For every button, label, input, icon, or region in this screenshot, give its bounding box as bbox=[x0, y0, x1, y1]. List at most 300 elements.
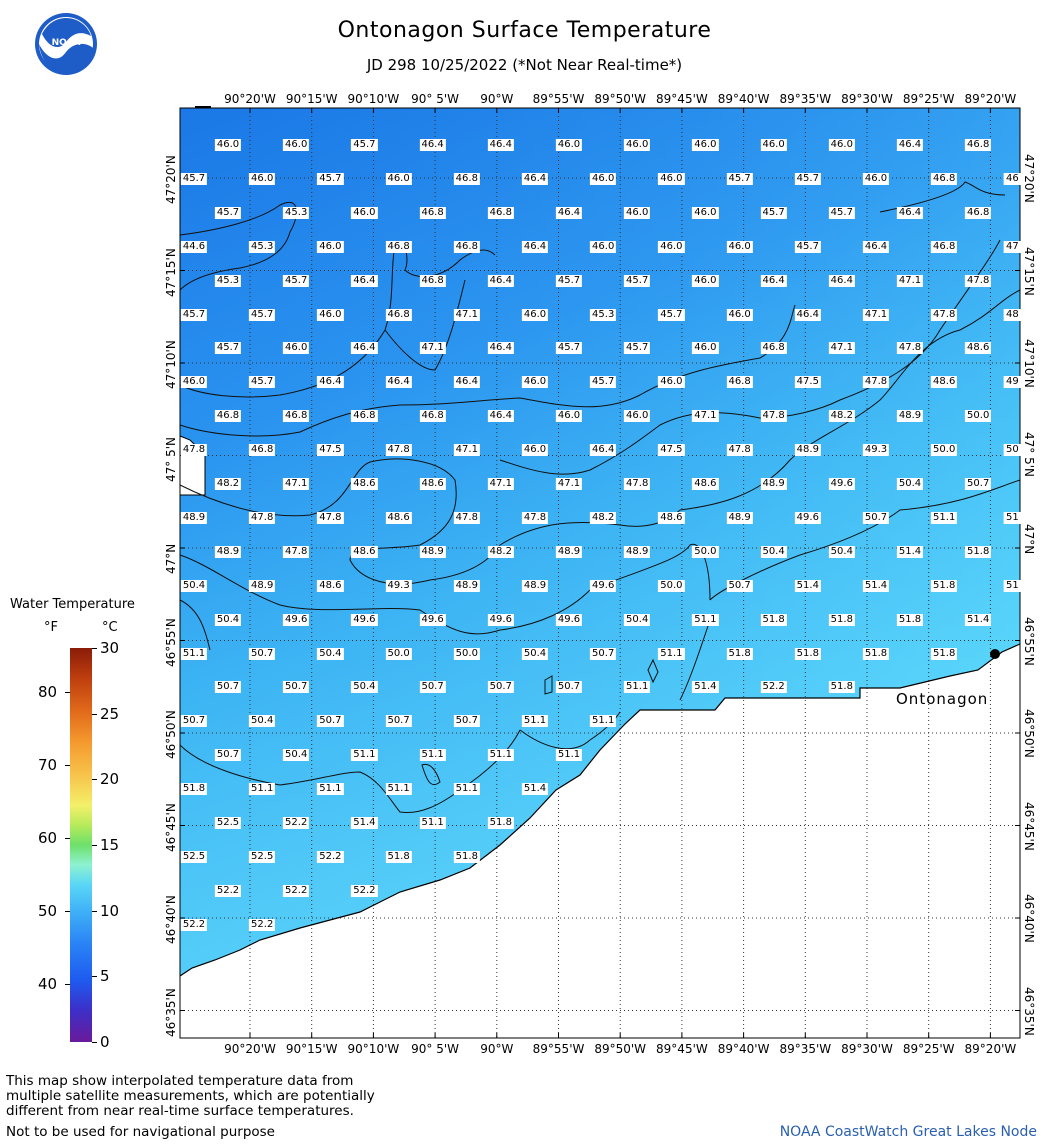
legend-celsius-tick: 0 bbox=[100, 1033, 110, 1051]
temperature-value: 46.8 bbox=[251, 444, 274, 456]
lat-label-right: 47°15'N bbox=[1022, 246, 1036, 296]
temperature-value: 51.8 bbox=[933, 579, 956, 591]
temperature-value: 48.9 bbox=[251, 579, 274, 591]
temperature-value: 46.4 bbox=[353, 342, 376, 354]
temperature-value: 52.2 bbox=[251, 918, 274, 930]
temperature-value: 48.6 bbox=[421, 478, 444, 489]
temperature-value: 45.3 bbox=[251, 240, 274, 252]
temperature-value: 50.4 bbox=[251, 715, 274, 727]
lon-label-top: 89°50'W bbox=[594, 92, 647, 106]
lat-label-right: 46°45'N bbox=[1022, 801, 1036, 851]
legend-fahrenheit-tick: 80 bbox=[38, 682, 58, 701]
temperature-value: 46.8 bbox=[762, 342, 785, 354]
temperature-value: 46.8 bbox=[933, 240, 956, 252]
temperature-value: 49 bbox=[1006, 376, 1019, 388]
temperature-value: 47.8 bbox=[455, 511, 478, 523]
temperature-value: 48.2 bbox=[489, 545, 512, 557]
lon-label-bottom: 90°10'W bbox=[347, 1042, 400, 1056]
temperature-value: 45.7 bbox=[285, 274, 308, 286]
temperature-value: 47 bbox=[1006, 240, 1019, 252]
temperature-value: 46.0 bbox=[660, 240, 683, 252]
temperature-value: 52.2 bbox=[182, 918, 206, 930]
temperature-value: 51.8 bbox=[182, 783, 206, 795]
temperature-value: 51.1 bbox=[387, 783, 410, 795]
temperature-value: 51.1 bbox=[421, 817, 444, 828]
legend-tick-mark bbox=[92, 976, 97, 977]
temperature-value: 47.1 bbox=[694, 410, 717, 422]
temperature-value: 50.7 bbox=[319, 715, 342, 727]
temperature-value: 47.8 bbox=[626, 478, 649, 489]
temperature-value: 48.9 bbox=[455, 579, 478, 591]
temperature-value: 52.2 bbox=[285, 817, 308, 828]
temperature-value: 46.0 bbox=[728, 240, 751, 252]
temperature-value: 50.0 bbox=[660, 579, 683, 591]
temperature-value: 45.7 bbox=[592, 376, 615, 388]
temperature-value: 48.2 bbox=[830, 410, 853, 422]
temperature-value: 47.1 bbox=[455, 444, 478, 456]
lon-label-bottom: 89°25'W bbox=[902, 1042, 955, 1056]
temperature-value: 48.9 bbox=[216, 545, 240, 557]
temperature-value: 52.5 bbox=[216, 817, 240, 828]
lon-label-top: 89°35'W bbox=[779, 92, 832, 106]
lat-label-left: 46°55'N bbox=[164, 617, 178, 667]
temperature-value: 46.8 bbox=[933, 172, 956, 184]
lon-label-bottom: 90° 5'W bbox=[411, 1042, 460, 1056]
temperature-value: 49.6 bbox=[285, 613, 308, 625]
temperature-value: 50.7 bbox=[967, 478, 990, 489]
legend-tick-mark bbox=[92, 779, 97, 780]
temperature-value: 51.8 bbox=[830, 681, 853, 693]
legend-celsius-tick: 30 bbox=[100, 639, 120, 657]
temperature-value: 48.9 bbox=[626, 545, 649, 557]
lon-label-top: 89°25'W bbox=[902, 92, 955, 106]
temperature-value: 46.4 bbox=[898, 139, 922, 150]
temperature-value: 46.0 bbox=[216, 139, 240, 150]
temperature-value: 51.1 bbox=[319, 783, 342, 795]
legend-fahrenheit-tick: 50 bbox=[38, 901, 58, 920]
legend-tick-mark bbox=[65, 911, 70, 912]
temperature-value: 50.4 bbox=[898, 478, 922, 489]
map-subtitle: JD 298 10/25/2022 (*Not Near Real-time*) bbox=[366, 56, 683, 74]
temperature-value: 46.8 bbox=[455, 172, 478, 184]
temperature-value: 46.0 bbox=[626, 410, 649, 422]
lon-label-top: 89°55'W bbox=[532, 92, 585, 106]
temperature-value: 50.4 bbox=[626, 613, 649, 625]
temperature-value: 47.1 bbox=[455, 308, 478, 320]
temperature-value: 48 bbox=[1006, 308, 1019, 320]
temperature-value: 45.7 bbox=[728, 172, 751, 184]
temperature-value: 51 bbox=[1006, 511, 1019, 523]
lat-label-right: 46°50'N bbox=[1022, 709, 1036, 758]
legend-tick-mark bbox=[65, 765, 70, 766]
temperature-value: 51.1 bbox=[660, 647, 683, 659]
temperature-value: 45.3 bbox=[592, 308, 615, 320]
lat-label-right: 47° 5'N bbox=[1022, 431, 1036, 477]
lat-label-left: 47° 5'N bbox=[164, 436, 178, 482]
temperature-value: 46.4 bbox=[830, 274, 853, 286]
lat-label-left: 47°15'N bbox=[164, 247, 178, 297]
temperature-value: 45.7 bbox=[557, 274, 581, 286]
lat-label-left: 46°45'N bbox=[164, 802, 178, 852]
temperature-value: 46.8 bbox=[967, 206, 990, 218]
temperature-value: 50.7 bbox=[864, 511, 888, 523]
temperature-value: 46.0 bbox=[319, 308, 342, 320]
lon-label-top: 89°40'W bbox=[717, 92, 770, 106]
temperature-value: 46.4 bbox=[319, 376, 342, 388]
temperature-value: 51.8 bbox=[387, 850, 410, 862]
temperature-value: 49.6 bbox=[353, 613, 376, 625]
temperature-value: 46.8 bbox=[353, 410, 376, 422]
lat-label-right: 46°40'N bbox=[1022, 894, 1036, 943]
temperature-value: 48.6 bbox=[353, 545, 376, 557]
temperature-value: 51 bbox=[1006, 579, 1019, 591]
temperature-value: 46.4 bbox=[898, 206, 922, 218]
temperature-value: 47.1 bbox=[489, 478, 512, 489]
temperature-value: 52.5 bbox=[251, 850, 274, 862]
temperature-value: 50.4 bbox=[216, 613, 240, 625]
temperature-value: 46.8 bbox=[421, 274, 444, 286]
temperature-value: 51.8 bbox=[864, 647, 888, 659]
lon-label-bottom: 90°20'W bbox=[224, 1042, 276, 1056]
temperature-value: 47.1 bbox=[285, 478, 308, 489]
temperature-value: 47.5 bbox=[319, 444, 342, 456]
temperature-value: 48.9 bbox=[796, 444, 819, 456]
lon-label-top: 89°20'W bbox=[964, 92, 1017, 106]
lon-label-top: 90°W bbox=[480, 92, 514, 106]
temperature-value: 46.0 bbox=[523, 444, 547, 456]
temperature-value: 46.0 bbox=[660, 172, 683, 184]
temperature-value: 47.1 bbox=[421, 342, 444, 354]
lon-label-bottom: 89°45'W bbox=[656, 1042, 708, 1056]
temperature-value: 46.4 bbox=[489, 342, 512, 354]
temperature-value: 47.1 bbox=[830, 342, 853, 354]
temperature-value: 48.2 bbox=[592, 511, 615, 523]
lat-label-left: 47°N bbox=[164, 543, 178, 574]
lon-label-bottom: 89°55'W bbox=[532, 1042, 585, 1056]
temperature-value: 47.8 bbox=[251, 511, 274, 523]
temperature-value: 45.7 bbox=[216, 342, 240, 354]
temperature-value: 52.2 bbox=[319, 850, 342, 862]
temperature-value: 49.3 bbox=[387, 579, 410, 591]
legend-tick-mark bbox=[92, 911, 97, 912]
legend-tick-mark bbox=[65, 838, 70, 839]
temperature-value: 50.4 bbox=[523, 647, 547, 659]
temperature-value: 50.7 bbox=[489, 681, 512, 693]
lon-label-bottom: 90°W bbox=[480, 1042, 514, 1056]
temperature-value: 46.8 bbox=[728, 376, 751, 388]
temperature-value: 49.6 bbox=[796, 511, 819, 523]
temperature-value: 48.6 bbox=[660, 511, 683, 523]
note-line: This map show interpolated temperature data from bbox=[6, 1073, 354, 1089]
temperature-value: 50.4 bbox=[830, 545, 853, 557]
temperature-value: 50.7 bbox=[216, 681, 240, 693]
temperature-value: 51.1 bbox=[523, 715, 547, 727]
temperature-value: 46.0 bbox=[592, 240, 615, 252]
temperature-value: 45.7 bbox=[182, 308, 206, 320]
temperature-value: 46.8 bbox=[421, 410, 444, 422]
temperature-value: 51.8 bbox=[489, 817, 512, 828]
temperature-value: 52.2 bbox=[762, 681, 785, 693]
temperature-value: 46.0 bbox=[762, 139, 785, 150]
lat-label-right: 46°35'N bbox=[1022, 986, 1036, 1036]
temperature-value: 45.7 bbox=[660, 308, 683, 320]
temperature-value: 50.7 bbox=[387, 715, 410, 727]
temperature-value: 51.4 bbox=[967, 613, 990, 625]
temperature-value: 47.8 bbox=[762, 410, 785, 422]
lon-label-top: 90°10'W bbox=[347, 92, 400, 106]
temperature-value: 51.1 bbox=[694, 613, 717, 625]
temperature-value: 46.4 bbox=[421, 139, 444, 150]
legend-fahrenheit-tick: 60 bbox=[38, 828, 58, 847]
temperature-value: 49.6 bbox=[557, 613, 581, 625]
note-line: different from near real-time surface temperatures. bbox=[6, 1103, 354, 1119]
temperature-value: 47.8 bbox=[898, 342, 922, 354]
temperature-value: 51.4 bbox=[694, 681, 717, 693]
temperature-value: 46.4 bbox=[592, 444, 615, 456]
temperature-value: 48.9 bbox=[728, 511, 751, 523]
temperature-value: 51.1 bbox=[592, 715, 615, 727]
temperature-value: 51.8 bbox=[898, 613, 922, 625]
temperature-value: 46.8 bbox=[216, 410, 240, 422]
temperature-value: 45.7 bbox=[626, 342, 649, 354]
temperature-value: 51.1 bbox=[251, 783, 274, 795]
temperature-value: 47.8 bbox=[387, 444, 410, 456]
temperature-value: 49.6 bbox=[489, 613, 512, 625]
lon-label-top: 89°45'W bbox=[656, 92, 708, 106]
temperature-value: 46.0 bbox=[694, 342, 717, 354]
temperature-value: 46.4 bbox=[489, 274, 512, 286]
temperature-value: 46.8 bbox=[387, 240, 410, 252]
temperature-value: 51.1 bbox=[353, 749, 376, 761]
temperature-value: 48.9 bbox=[182, 511, 206, 523]
temperature-value: 46.4 bbox=[762, 274, 785, 286]
temperature-value: 46.0 bbox=[728, 308, 751, 320]
temperature-value: 45.7 bbox=[557, 342, 581, 354]
temperature-value: 46.0 bbox=[592, 172, 615, 184]
temperature-value: 50.4 bbox=[285, 749, 308, 761]
lon-label-bottom: 89°40'W bbox=[717, 1042, 770, 1056]
temperature-value: 46.0 bbox=[523, 376, 547, 388]
lat-label-right: 47°20'N bbox=[1022, 154, 1036, 203]
temperature-value: 51.8 bbox=[830, 613, 853, 625]
temperature-value: 47.8 bbox=[523, 511, 547, 523]
temperature-value: 47.8 bbox=[182, 444, 206, 456]
legend-celsius-tick: 15 bbox=[100, 836, 120, 854]
temperature-value: 46.0 bbox=[353, 206, 376, 218]
lat-label-left: 47°10'N bbox=[164, 340, 178, 389]
temperature-value: 46.4 bbox=[796, 308, 819, 320]
temperature-value: 51.1 bbox=[455, 783, 478, 795]
lat-label-left: 46°35'N bbox=[164, 987, 178, 1037]
legend-celsius-tick: 5 bbox=[100, 967, 110, 986]
temperature-value: 47.1 bbox=[898, 274, 922, 286]
temperature-value: 51.8 bbox=[762, 613, 785, 625]
lon-label-bottom: 90°15'W bbox=[285, 1042, 338, 1056]
temperature-value: 45.7 bbox=[626, 274, 649, 286]
temperature-value: 49.6 bbox=[592, 579, 615, 591]
temperature-value: 51.8 bbox=[796, 647, 819, 659]
navigation-warning: Not to be used for navigational purpose bbox=[6, 1124, 275, 1140]
temperature-value: 52.2 bbox=[353, 884, 376, 896]
legend-tick-mark bbox=[65, 692, 70, 693]
temperature-value: 51.4 bbox=[898, 545, 922, 557]
temperature-value: 46.0 bbox=[694, 206, 717, 218]
temperature-value: 45.7 bbox=[251, 376, 274, 388]
temperature-value: 46.0 bbox=[285, 139, 308, 150]
temperature-value: 50.7 bbox=[592, 647, 615, 659]
temperature-value: 46.0 bbox=[864, 172, 888, 184]
place-label-ontonagon: Ontonagon bbox=[896, 690, 989, 708]
note-line: multiple satellite measurements, which are potentially bbox=[6, 1088, 375, 1104]
temperature-value: 50.0 bbox=[694, 545, 717, 557]
temperature-value: 46.4 bbox=[523, 172, 547, 184]
legend-celsius-unit: °C bbox=[102, 620, 118, 635]
temperature-value: 51.4 bbox=[864, 579, 888, 591]
legend-celsius-tick: 25 bbox=[100, 704, 120, 723]
temperature-value: 46.0 bbox=[523, 308, 547, 320]
temperature-value: 48.6 bbox=[387, 511, 410, 523]
temperature-value: 45.7 bbox=[353, 139, 376, 150]
temperature-value: 46.0 bbox=[660, 376, 683, 388]
lat-label-right: 47°N bbox=[1022, 524, 1036, 555]
temperature-value: 47.5 bbox=[660, 444, 683, 456]
temperature-value: 46.4 bbox=[489, 139, 512, 150]
temperature-value: 46.0 bbox=[626, 206, 649, 218]
temperature-value: 50.7 bbox=[182, 715, 206, 727]
temperature-value: 50.0 bbox=[455, 647, 478, 659]
legend-fahrenheit-tick: 40 bbox=[38, 974, 58, 993]
temperature-value: 50.0 bbox=[967, 410, 990, 422]
temperature-value: 44.6 bbox=[182, 240, 206, 252]
temperature-value: 46.8 bbox=[967, 139, 990, 150]
temperature-value: 46.8 bbox=[421, 206, 444, 218]
lat-label-left: 46°40'N bbox=[164, 895, 178, 944]
temperature-value: 51.1 bbox=[421, 749, 444, 761]
temperature-value: 49.3 bbox=[864, 444, 888, 456]
temperature-value: 50.4 bbox=[762, 545, 785, 557]
legend-fahrenheit-tick: 70 bbox=[38, 755, 58, 774]
temperature-value: 45.3 bbox=[216, 274, 240, 286]
temperature-value: 51.1 bbox=[557, 749, 581, 761]
temperature-value: 46.0 bbox=[285, 342, 308, 354]
temperature-value: 52.2 bbox=[285, 884, 308, 896]
map-title: Ontonagon Surface Temperature bbox=[337, 18, 712, 43]
temperature-value: 45.7 bbox=[216, 206, 240, 218]
temperature-value: 47.1 bbox=[864, 308, 888, 320]
temperature-value: 50.7 bbox=[216, 749, 240, 761]
temperature-value: 46.0 bbox=[557, 139, 581, 150]
temperature-value: 48.6 bbox=[319, 579, 342, 591]
temperature-value: 46.0 bbox=[626, 139, 649, 150]
temperature-value: 47.8 bbox=[967, 274, 990, 286]
temperature-value: 50.4 bbox=[182, 579, 206, 591]
temperature-value: 45.7 bbox=[251, 308, 274, 320]
temperature-value: 49.6 bbox=[421, 613, 444, 625]
temperature-value: 45.7 bbox=[830, 206, 853, 218]
temperature-value: 47.8 bbox=[933, 308, 956, 320]
lon-label-top: 90°15'W bbox=[285, 92, 338, 106]
temperature-value: 50.7 bbox=[728, 579, 751, 591]
credit-text: NOAA CoastWatch Great Lakes Node bbox=[779, 1124, 1037, 1140]
temperature-value: 47.5 bbox=[796, 376, 819, 388]
temperature-value: 46 bbox=[1006, 172, 1019, 184]
legend-tick-mark bbox=[92, 714, 97, 715]
temperature-value: 48.9 bbox=[421, 545, 444, 557]
temperature-value: 46.0 bbox=[251, 172, 274, 184]
lon-label-bottom: 89°35'W bbox=[779, 1042, 832, 1056]
lon-label-top: 90°20'W bbox=[224, 92, 276, 106]
lon-label-top: 89°30'W bbox=[841, 92, 893, 106]
temperature-value: 50.4 bbox=[319, 647, 342, 659]
temperature-value: 50.7 bbox=[421, 681, 444, 693]
temperature-value: 45.7 bbox=[319, 172, 342, 184]
temperature-value: 47.8 bbox=[864, 376, 888, 388]
temperature-value: 50.4 bbox=[353, 681, 376, 693]
temperature-value: 46.0 bbox=[830, 139, 853, 150]
temperature-value: 48.6 bbox=[694, 478, 717, 489]
temperature-value: 48.2 bbox=[216, 478, 240, 489]
temperature-value: 49.6 bbox=[830, 478, 853, 489]
logo-text: NOAA bbox=[51, 38, 81, 48]
legend-celsius-tick: 10 bbox=[100, 901, 120, 920]
lat-label-right: 47°10'N bbox=[1022, 339, 1036, 388]
temperature-value: 50.7 bbox=[251, 647, 274, 659]
temperature-value: 46.0 bbox=[387, 172, 410, 184]
temperature-value: 48.6 bbox=[353, 478, 376, 489]
lat-label-left: 46°50'N bbox=[164, 710, 178, 759]
temperature-value: 45.7 bbox=[182, 172, 206, 184]
legend-tick-mark bbox=[65, 984, 70, 985]
legend-celsius-tick: 20 bbox=[100, 770, 120, 789]
temperature-value: 46.8 bbox=[387, 308, 410, 320]
temperature-value: 47.8 bbox=[319, 511, 342, 523]
temperature-value: 48.9 bbox=[523, 579, 547, 591]
legend-title: Water Temperature bbox=[10, 597, 135, 612]
temperature-value: 46.4 bbox=[864, 240, 888, 252]
temperature-value: 48.6 bbox=[933, 376, 956, 388]
temperature-value: 48.6 bbox=[967, 342, 990, 354]
legend-tick-mark bbox=[92, 845, 97, 846]
temperature-value: 45.7 bbox=[762, 206, 785, 218]
temperature-value: 50.0 bbox=[387, 647, 410, 659]
temperature-value: 45.3 bbox=[285, 206, 308, 218]
temperature-value: 47.8 bbox=[728, 444, 751, 456]
temperature-value: 51.8 bbox=[455, 850, 478, 862]
temperature-value: 46.0 bbox=[694, 274, 717, 286]
temperature-value: 51.4 bbox=[796, 579, 819, 591]
temperature-value: 46.0 bbox=[694, 139, 717, 150]
legend-fahrenheit-unit: °F bbox=[44, 620, 58, 635]
lat-label-right: 46°55'N bbox=[1022, 616, 1036, 666]
temperature-value: 46.4 bbox=[353, 274, 376, 286]
temperature-value: 51.4 bbox=[353, 817, 376, 828]
temperature-value: 46.4 bbox=[455, 376, 478, 388]
temperature-value: 46.0 bbox=[557, 410, 581, 422]
temperature-value: 51.1 bbox=[489, 749, 512, 761]
temperature-value: 50 bbox=[1006, 444, 1019, 456]
temperature-value: 46.8 bbox=[455, 240, 478, 252]
temperature-value: 46.0 bbox=[182, 376, 206, 388]
temperature-value: 46.4 bbox=[523, 240, 547, 252]
temperature-value: 50.0 bbox=[933, 444, 956, 456]
temperature-value: 48.9 bbox=[557, 545, 581, 557]
temperature-value: 45.7 bbox=[796, 172, 819, 184]
legend-tick-mark bbox=[92, 1042, 97, 1043]
temperature-value: 46.8 bbox=[285, 410, 308, 422]
temperature-value: 46.4 bbox=[489, 410, 512, 422]
temperature-value: 47.1 bbox=[557, 478, 581, 489]
temperature-value: 51.4 bbox=[523, 783, 547, 795]
